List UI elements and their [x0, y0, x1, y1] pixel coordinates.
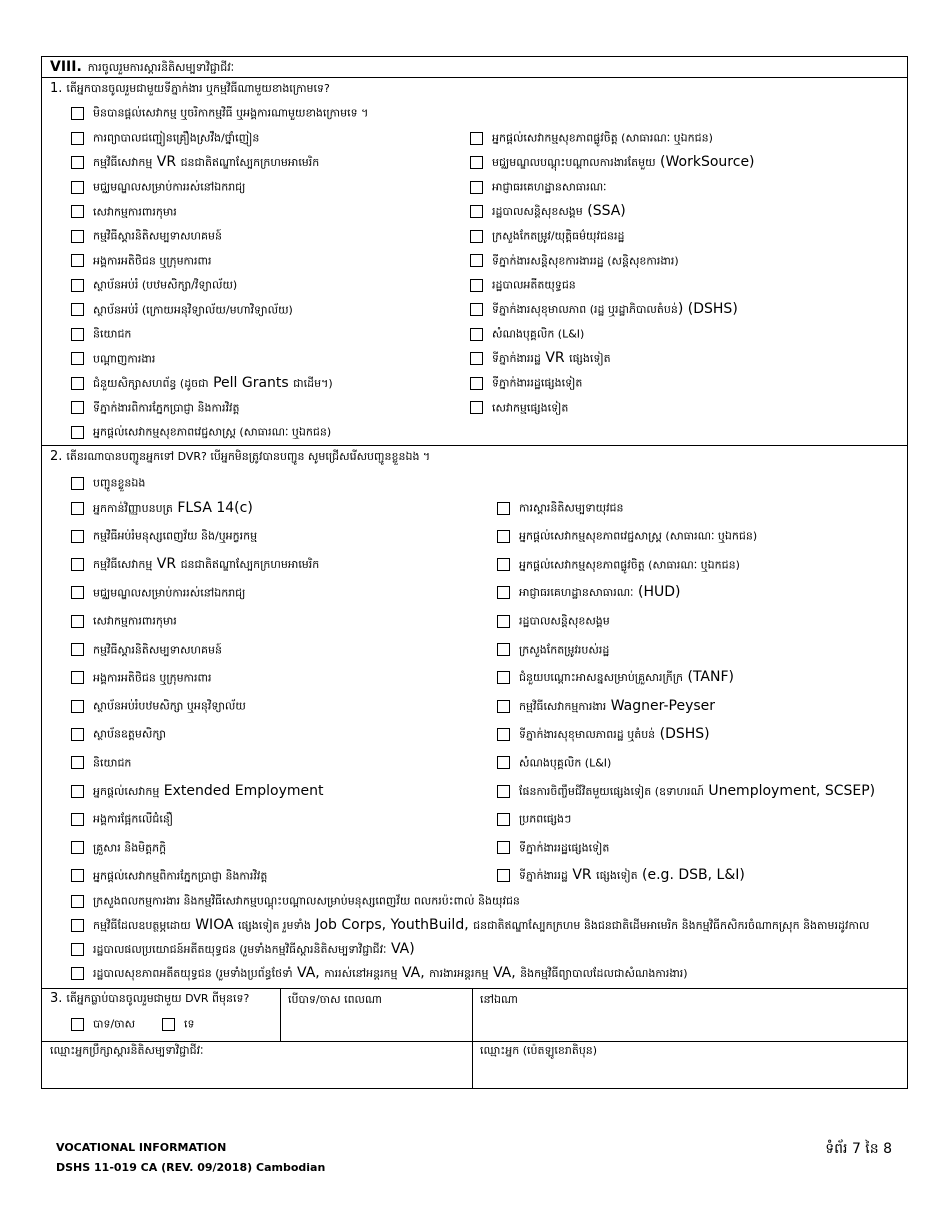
q1-left-option-label: អ្នកផ្តល់សេវាកម្មសុខភាពវេជ្ជសាស្ត្រ (សាធារណៈ ឬឯកជន) [93, 425, 332, 439]
checkbox[interactable] [470, 401, 483, 414]
checkbox[interactable] [71, 700, 84, 713]
q1-left-option-label: ស្ថាប័នអប់រំ (ក្រោយអនុវិទ្យាល័យ/មហាវិទ្យាល័យ) [93, 303, 293, 316]
q1-right-option-1[interactable] [470, 155, 755, 171]
q2-left-option-1[interactable] [71, 528, 257, 544]
q2-left-option-label: គ្រួសារ និងមិត្តភក្តិ [93, 841, 167, 855]
q1-none-option[interactable]: មិនបានផ្តល់សេវាកម្ម ឬចរិកាកម្មវិធី ឬអង្គការណាមួយខាងក្រោមទេ ។ [71, 105, 368, 121]
q1-left-option-label: កម្មវិធីសេវាកម្ម VR ជនជាតិឥណ្ឌាស្បែកក្រហមអាមេរិក [93, 154, 320, 170]
q2-left-option-label: កម្មវិធីសេវាកម្ម VR ជនជាតិឥណ្ឌាស្បែកក្រហមអាមេរិក [93, 556, 320, 573]
checkbox[interactable] [71, 967, 84, 980]
q2-left-option-label: និយោជក [93, 756, 132, 770]
vocational-form [41, 56, 908, 1089]
q1-left-option-label: មជ្ឈមណ្ឌលសម្រាប់ការរស់នៅឯករាជ្យ [93, 180, 246, 194]
checkbox[interactable] [470, 352, 483, 365]
checkbox[interactable] [470, 156, 483, 169]
q2-right-option-8[interactable] [497, 726, 710, 742]
checkbox[interactable] [71, 181, 84, 194]
q1-right-option-label: ទីភ្នាក់ងារសន្តិសុខការងាររដ្ឋ (សន្តិសុខការងារ) [492, 254, 679, 267]
q2-left-option-12[interactable] [71, 840, 166, 856]
checkbox[interactable] [497, 615, 510, 628]
q1-right-option-10[interactable] [470, 375, 582, 391]
checkbox[interactable] [497, 502, 510, 515]
checkbox[interactable] [71, 279, 84, 292]
q2-right-option-4[interactable] [497, 613, 610, 629]
divider [472, 988, 473, 1089]
checkbox[interactable] [470, 279, 483, 292]
q2-right-option-label: ទីភ្នាក់ងាររដ្ឋផ្សេងទៀត [519, 841, 610, 855]
checkbox[interactable] [497, 530, 510, 543]
q2-left-option-label: សេវាកម្មការពារកុមារ [93, 614, 177, 628]
checkbox[interactable] [71, 943, 84, 956]
q2-full-option-3[interactable] [71, 965, 688, 981]
checkbox[interactable] [71, 230, 84, 243]
checkbox[interactable] [497, 586, 510, 599]
checkbox[interactable] [470, 254, 483, 267]
q1-right-option-label: រដ្ឋបាលអតីតយុទ្ធជន [492, 278, 576, 292]
q1-left-option-4[interactable] [71, 228, 222, 244]
q2-left-option-label: កម្មវិធីស្តារនិតិសម្បទាសហគមន៍ [93, 643, 222, 656]
q2-right-option-label: សំណងបុគ្គលិក (L&I) [519, 756, 612, 770]
q1-right-option-label: មជ្ឈមណ្ឌលបណ្តុះបណ្តាលការងារតែមួយ (WorkSource) [492, 154, 755, 170]
q1-left-option-9[interactable] [71, 351, 155, 367]
q1-right-option-label: ទីភ្នាក់ងាររដ្ឋផ្សេងទៀត [492, 376, 583, 390]
checkbox[interactable] [497, 841, 510, 854]
q1-left-option-10[interactable] [71, 375, 333, 391]
q2-right-option-label: អាជ្ញាធរគេហដ្ឋានសាធារណៈ (HUD) [519, 584, 681, 601]
q2-right-option-label: អ្នកផ្តល់សេវាកម្មសុខភាពវេជ្ជសាស្ត្រ (សាធារណៈ ឬឯកជន) [519, 529, 758, 543]
checkbox[interactable] [470, 328, 483, 341]
q1-left-option-11[interactable] [71, 400, 239, 416]
q2-right-option-3[interactable] [497, 585, 680, 601]
q2-left-option-3[interactable] [71, 585, 245, 601]
q2-right-option-9[interactable] [497, 755, 611, 771]
checkbox[interactable] [470, 377, 483, 390]
page-number: ទំព័រ 7 នៃ 8 [825, 1141, 892, 1157]
checkbox[interactable] [497, 869, 510, 882]
question-2-text: តើនរណាបានបញ្ជូនអ្នកទៅ DVR? បើអ្នកមិនត្រូវបានបញ្ជូន សូមជ្រើសរើសបញ្ជូនខ្លួនឯង ។ [66, 450, 431, 463]
question-1 [50, 81, 330, 98]
checkbox[interactable] [71, 254, 84, 267]
q2-left-option-4[interactable] [71, 613, 177, 629]
q2-full-option-2[interactable] [71, 941, 415, 957]
q2-right-option-5[interactable] [497, 642, 609, 658]
section-number: VIII. [50, 59, 82, 75]
q1-right-option-2[interactable] [470, 179, 607, 195]
q1-right-option-4[interactable] [470, 228, 624, 244]
checkbox[interactable] [71, 156, 84, 169]
q1-left-option-2[interactable] [71, 179, 245, 195]
checkbox[interactable] [497, 728, 510, 741]
checkbox[interactable] [497, 785, 510, 798]
q1-left-option-3[interactable] [71, 204, 177, 220]
q2-left-option-11[interactable] [71, 811, 173, 827]
checkbox[interactable] [497, 558, 510, 571]
q1-left-option-8[interactable] [71, 326, 131, 342]
checkbox[interactable] [71, 1018, 84, 1031]
q3-no-option[interactable]: ទេ [162, 1016, 194, 1032]
q2-right-option-label: រដ្ឋបាលសន្តិសុខសង្គម [519, 614, 610, 628]
q2-left-option-label: អ្នកផ្តល់សេវាកម្ម Extended Employment [93, 782, 324, 799]
q1-right-option-7[interactable] [470, 302, 738, 318]
q2-left-option-9[interactable] [71, 755, 131, 771]
q2-left-option-2[interactable] [71, 557, 319, 573]
question-1-text: តើអ្នកបានចូលរួមជាមួយទីភ្នាក់ងារ ឬកម្មវិធីណាមួយខាងក្រោមទេ? [66, 82, 330, 95]
q1-right-option-label: រដ្ឋបាលសន្តិសុខសង្គម (SSA) [492, 203, 626, 219]
q2-left-option-8[interactable] [71, 726, 166, 742]
q1-right-option-0[interactable] [470, 130, 713, 146]
checkbox[interactable] [71, 895, 84, 908]
checkbox[interactable] [71, 756, 84, 769]
checkbox[interactable] [71, 132, 84, 145]
q1-left-option-label: ស្ថាប័នអប់រំ (បឋមសិក្សា/វិទ្យាល័យ) [93, 278, 238, 292]
question-3: 3. តើអ្នកធ្លាប់បានចូលរួមជាមួយ DVR ពីមុនទេ? [50, 991, 250, 1006]
checkbox[interactable] [71, 615, 84, 628]
checkbox[interactable] [497, 671, 510, 684]
q2-left-option-label: ស្ថាប័នឧត្តមសិក្សា [93, 727, 166, 741]
counselor-name-field[interactable]: ឈ្មោះអ្នកប្រឹក្សាស្តារនិតិសម្បទាវិជ្ជាជីវៈ [50, 1044, 204, 1057]
q1-right-option-label: ទីភ្នាក់ងាររដ្ឋ VR ផ្សេងទៀត [492, 350, 611, 366]
question-1-number: 1. [50, 81, 63, 96]
q2-left-option-label: អង្គការផ្អែកលើជំនឿ [93, 812, 174, 826]
divider [42, 988, 907, 989]
checkbox[interactable] [470, 230, 483, 243]
q1-right-option-label: ទីភ្នាក់ងារសុខុមាលភាព (រដ្ឋ ឬរដ្ឋាភិបាលតំបន់) (DSHS) [492, 301, 738, 317]
checkbox[interactable] [71, 643, 84, 656]
q2-left-option-label: អង្គការអតិថិជន ឬក្រុមការពារ [93, 671, 212, 685]
divider [42, 445, 907, 446]
q2-right-option-12[interactable] [497, 840, 609, 856]
q2-right-option-2[interactable] [497, 557, 740, 573]
checkbox[interactable] [71, 352, 84, 365]
q2-full-option-1[interactable] [71, 917, 869, 933]
q1-left-option-7[interactable] [71, 302, 293, 318]
q2-right-option-label: ក្រសួងកែតម្រូវរបស់រដ្ឋ [519, 643, 610, 656]
checkbox[interactable] [71, 205, 84, 218]
q2-right-option-7[interactable] [497, 698, 715, 714]
q2-full-option-label: រដ្ឋបាលផលប្រយោជន៍អតីតយុទ្ធជន (រួមទាំងកម្មវិធីស្តារនិតិសម្បទាវិជ្ជាជីវៈ VA) [93, 940, 415, 957]
checkbox[interactable] [71, 671, 84, 684]
q1-left-option-6[interactable] [71, 277, 237, 293]
q2-right-option-1[interactable] [497, 528, 757, 544]
q2-left-option-5[interactable] [71, 642, 222, 658]
q2-left-option-label: អ្នកកាន់វិញ្ញាបនបត្រ FLSA 14(c) [93, 499, 253, 516]
q2-full-option-label: ក្រសួងពលកម្មការងារ និងកម្មវិធីសេវាកម្មបណ្តុះបណ្តាលសម្រាប់មនុស្សពេញវ័យ ពលករប៉ះពាល់ និងយុវជន [93, 894, 520, 908]
checkbox[interactable] [71, 401, 84, 414]
q1-left-option-label: ទីភ្នាក់ងារពិការភ្នែកប្រាជ្ញា និងការវិវត្ត [93, 401, 240, 414]
q1-right-option-8[interactable] [470, 326, 584, 342]
checkbox[interactable] [71, 869, 84, 882]
q2-right-option-13[interactable] [497, 868, 745, 884]
checkbox[interactable] [71, 477, 84, 490]
checkbox[interactable] [71, 303, 84, 316]
q2-left-option-label: កម្មវិធីអប់រំមនុស្សពេញវ័យ និង/ឬអក្ខរកម្ម [93, 529, 258, 543]
checkbox[interactable] [470, 205, 483, 218]
checkbox[interactable] [71, 107, 84, 120]
checkbox[interactable] [71, 530, 84, 543]
q1-right-option-label: ក្រសួងកែតម្រូវ/យុត្តិធម៌យុវជនរដ្ឋ [492, 229, 625, 243]
q2-full-option-0[interactable] [71, 893, 520, 909]
checkbox[interactable] [71, 558, 84, 571]
client-name-field[interactable]: ឈ្មោះអ្នក (ប៉េតឡូខេរាតិបុន) [480, 1044, 598, 1057]
checkbox[interactable] [497, 700, 510, 713]
q2-full-option-label: កម្មវិធីដែលឧបត្ថម្ភដោយ WIOA ផ្សេងទៀត រួមទាំង Job Corps, YouthBuild, ជនជាតិឥណ្ឌាស្បែកក្រហម និងជនជាតិដើមអាមេរិក និងកម្មវិធីកសិករចំណាកស្រុក និងតាមរដូវកាល [93, 916, 870, 933]
q1-left-option-label: អង្គការអតិថិជន ឬក្រុមការពារ [93, 254, 212, 267]
q2-right-option-label: ផែនការចិញ្ចឹមជីវិតមួយផ្សេងទៀត (ឧទាហរណ៍ Unemployment, SCSEP) [519, 782, 876, 799]
divider [280, 988, 281, 1041]
q1-right-option-label: អ្នកផ្តល់សេវាកម្មសុខភាពផ្លូវចិត្ត (សាធារណៈ ឬឯកជន) [492, 131, 713, 145]
q2-self-referral-option[interactable]: បញ្ជូនខ្លួនឯង [71, 475, 145, 491]
q1-right-option-11[interactable] [470, 400, 568, 416]
question-2 [50, 449, 430, 466]
q2-left-option-6[interactable] [71, 670, 212, 686]
q1-left-option-5[interactable] [71, 253, 212, 269]
q3-where-field[interactable]: នៅឯណា [480, 993, 518, 1006]
checkbox[interactable] [71, 502, 84, 515]
footer-title: VOCATIONAL INFORMATION [56, 1141, 227, 1154]
q1-right-option-label: អាជ្ញាធរគេហដ្ឋានសាធារណៈ [492, 180, 607, 194]
q1-left-option-12[interactable] [71, 424, 331, 440]
q2-left-option-0[interactable] [71, 500, 253, 516]
q2-right-option-6[interactable] [497, 670, 734, 686]
q2-right-option-label: ទីភ្នាក់ងាររដ្ឋ VR ផ្សេងទៀត (e.g. DSB, L&I) [519, 867, 745, 884]
checkbox[interactable] [71, 426, 84, 439]
q2-left-option-label: អ្នកផ្តល់សេវាកម្មពិការភ្នែកប្រាជ្ញា និងការវិវត្ត [93, 869, 268, 883]
q2-right-option-0[interactable] [497, 500, 624, 516]
q1-left-option-label: សេវាកម្មការពារកុមារ [93, 205, 177, 218]
q1-left-option-1[interactable] [71, 155, 319, 171]
q2-left-option-label: មជ្ឈមណ្ឌលសម្រាប់ការរស់នៅឯករាជ្យ [93, 586, 246, 600]
q1-right-option-6[interactable] [470, 277, 576, 293]
q2-right-option-10[interactable] [497, 783, 875, 799]
q1-left-option-label: ការព្យាបាលជញ្ជៀនគ្រឿងស្រវឹង/ថ្នាំញៀន [93, 131, 260, 145]
checkbox[interactable] [71, 377, 84, 390]
divider [42, 1041, 907, 1042]
section-title: ការចូលរួមការស្តារនិតិសម្បទាវិជ្ជាជីវៈ [87, 61, 235, 74]
q2-full-option-label: រដ្ឋបាលសុខភាពអតីតយុទ្ធជន (រួមទាំងប្រព័ន្ធថែទាំ VA, ការរស់នៅអន្តរកម្ម VA, ការងារអន្តរកម្ម VA, និងកម្មវិធីព្យាបាលដែលជាសំណងការងារ) [93, 964, 688, 981]
q2-left-option-13[interactable] [71, 868, 267, 884]
q2-left-option-10[interactable] [71, 783, 323, 799]
q2-right-option-label: ការស្តារនិតិសម្បទាយុវជន [519, 501, 624, 515]
q1-right-option-label: សេវាកម្មផ្សេងទៀត [492, 401, 569, 414]
checkbox[interactable] [470, 181, 483, 194]
q1-left-option-0[interactable] [71, 130, 259, 146]
checkbox[interactable] [497, 643, 510, 656]
checkbox[interactable] [162, 1018, 175, 1031]
checkbox[interactable] [71, 586, 84, 599]
checkbox[interactable] [71, 841, 84, 854]
q3-when-field[interactable]: បើបាទ/ចាស ពេលណា [288, 993, 382, 1006]
q2-left-option-label: ស្ថាប័នអប់រំបឋមសិក្សា ឬអនុវិទ្យាល័យ [93, 699, 246, 713]
checkbox[interactable] [71, 728, 84, 741]
q2-right-option-label: ប្រភពផ្សេងៗ [519, 812, 572, 826]
checkbox[interactable] [71, 785, 84, 798]
q2-right-option-label: កម្មវិធីសេវាកម្មការងារ Wagner-Peyser [519, 697, 716, 714]
checkbox[interactable] [71, 813, 84, 826]
question-2-number: 2. [50, 449, 63, 464]
q1-right-option-9[interactable] [470, 351, 611, 367]
footer-form-id: DSHS 11-019 CA (REV. 09/2018) Cambodian [56, 1161, 326, 1174]
checkbox[interactable] [497, 756, 510, 769]
q2-right-option-label: ជំនួយបណ្តោះអាសន្នសម្រាប់គ្រួសារក្រីក្រ (TANF) [519, 669, 734, 686]
q1-right-option-3[interactable] [470, 204, 626, 220]
checkbox[interactable] [470, 303, 483, 316]
q1-left-option-label: កម្មវិធីស្តារនិតិសម្បទាសហគមន៍ [93, 229, 222, 243]
q1-left-option-label: ជំនួយសិក្សាសហព័ន្ធ (ដូចជា Pell Grants ជាដើម។) [93, 374, 333, 391]
q1-left-option-label: និយោជក [93, 327, 132, 341]
q2-right-option-label: អ្នកផ្តល់សេវាកម្មសុខភាពផ្លូវចិត្ត (សាធារណៈ ឬឯកជន) [519, 558, 740, 572]
checkbox[interactable] [71, 919, 84, 932]
checkbox[interactable] [71, 328, 84, 341]
section-header [42, 57, 907, 78]
q1-left-option-label: បណ្តាញការងារ [93, 352, 156, 365]
q2-right-option-label: ទីភ្នាក់ងារសុខុមាលភាពរដ្ឋ ឬតំបន់ (DSHS) [519, 725, 710, 742]
q1-right-option-label: សំណងបុគ្គលិក (L&I) [492, 327, 585, 341]
q3-yes-option[interactable]: បាទ/ចាស [71, 1016, 135, 1032]
q1-right-option-5[interactable] [470, 253, 679, 269]
q2-right-option-11[interactable] [497, 811, 571, 827]
checkbox[interactable] [497, 813, 510, 826]
checkbox[interactable] [470, 132, 483, 145]
q2-left-option-7[interactable] [71, 698, 246, 714]
